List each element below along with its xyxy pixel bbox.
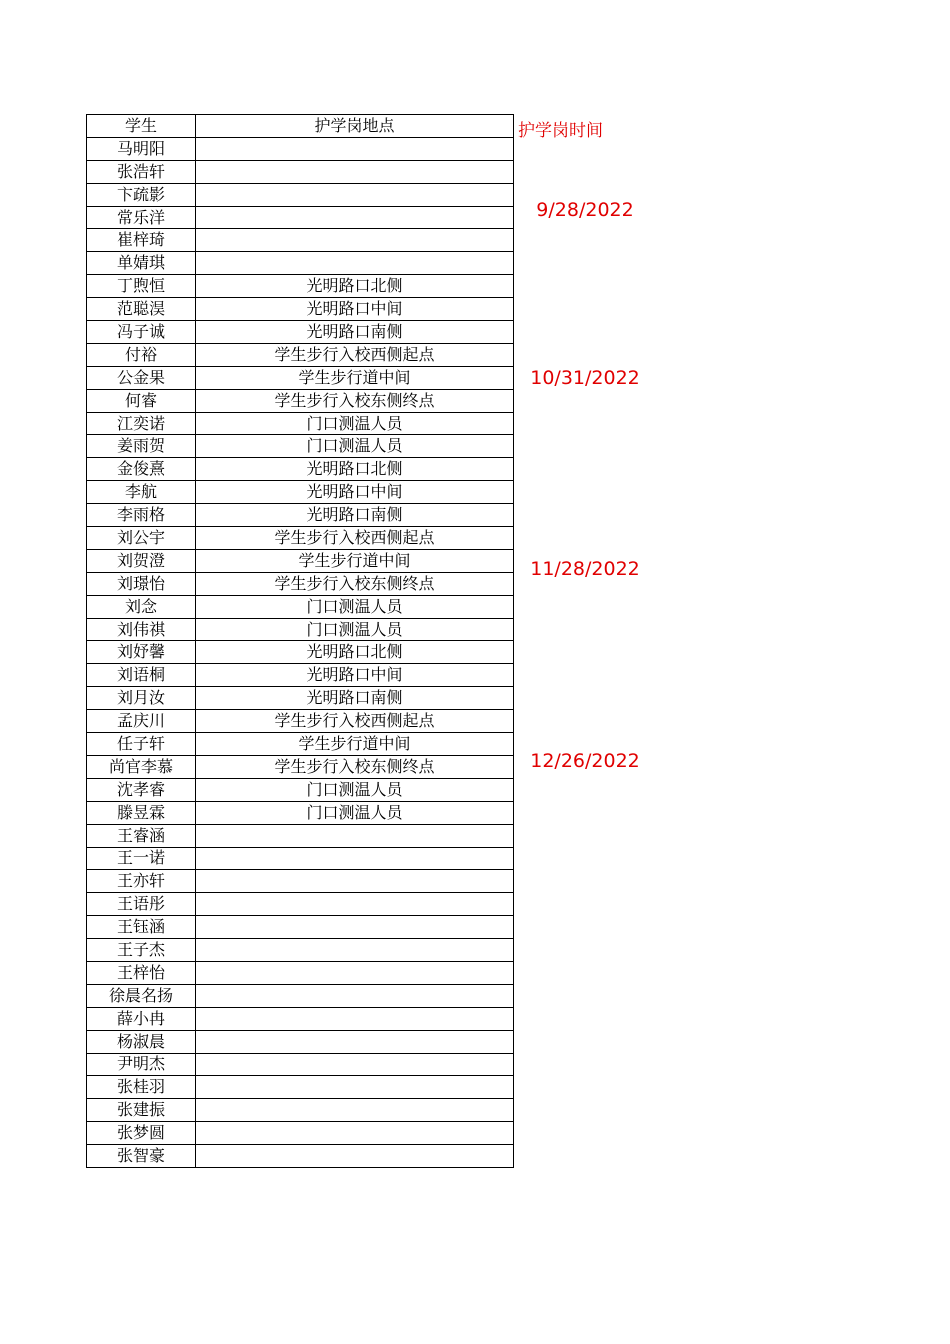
table-row — [87, 1007, 514, 1030]
student-name-cell: 李雨格 — [87, 504, 196, 527]
student-name-cell: 王子杰 — [87, 939, 196, 962]
table-row — [87, 549, 514, 572]
duty-location-cell: 学生步行道中间 — [196, 549, 514, 572]
student-name-cell: 卞疏影 — [87, 183, 196, 206]
duty-location-cell: 门口测温人员 — [196, 412, 514, 435]
student-name-cell: 刘妤馨 — [87, 641, 196, 664]
duty-location-cell — [196, 1076, 514, 1099]
student-name-cell: 常乐洋 — [87, 206, 196, 229]
student-name-cell: 马明阳 — [87, 137, 196, 160]
table-row — [87, 595, 514, 618]
table-row — [87, 1076, 514, 1099]
duty-date-1: 9/28/2022 — [536, 199, 634, 221]
duty-location-cell: 光明路口中间 — [196, 481, 514, 504]
table-row — [87, 687, 514, 710]
student-name-cell: 范聪淏 — [87, 298, 196, 321]
duty-location-cell: 门口测温人员 — [196, 778, 514, 801]
student-name-cell: 姜雨贺 — [87, 435, 196, 458]
student-name-cell: 王亦轩 — [87, 870, 196, 893]
duty-location-cell: 学生步行入校西侧起点 — [196, 710, 514, 733]
student-name-cell: 刘公宇 — [87, 527, 196, 550]
table-row — [87, 389, 514, 412]
table-row — [87, 755, 514, 778]
duty-location-cell: 学生步行入校西侧起点 — [196, 527, 514, 550]
duty-location-cell: 光明路口中间 — [196, 298, 514, 321]
duty-location-cell — [196, 893, 514, 916]
duty-location-cell — [196, 939, 514, 962]
duty-location-cell: 学生步行道中间 — [196, 366, 514, 389]
duty-location-cell: 门口测温人员 — [196, 595, 514, 618]
student-name-cell: 尚官李慕 — [87, 755, 196, 778]
table-row — [87, 275, 514, 298]
table-row — [87, 343, 514, 366]
student-name-cell: 王梓怡 — [87, 961, 196, 984]
duty-date-4: 12/26/2022 — [530, 750, 640, 772]
student-name-cell: 刘念 — [87, 595, 196, 618]
table-row — [87, 481, 514, 504]
table-row — [87, 572, 514, 595]
table-row — [87, 298, 514, 321]
table-row — [87, 458, 514, 481]
student-name-cell: 孟庆川 — [87, 710, 196, 733]
duty-date-2: 10/31/2022 — [530, 367, 640, 389]
duty-location-cell — [196, 137, 514, 160]
duty-location-cell: 光明路口中间 — [196, 664, 514, 687]
duty-location-cell: 门口测温人员 — [196, 435, 514, 458]
duty-location-cell — [196, 1053, 514, 1076]
duty-location-cell — [196, 870, 514, 893]
table-row — [87, 1030, 514, 1053]
table-row — [87, 252, 514, 275]
table-row — [87, 366, 514, 389]
duty-location-cell — [196, 183, 514, 206]
roster-body — [87, 115, 514, 1168]
student-name-cell: 任子轩 — [87, 733, 196, 756]
table-row — [87, 664, 514, 687]
duty-location-cell: 学生步行入校东侧终点 — [196, 755, 514, 778]
table-row — [87, 733, 514, 756]
table-row — [87, 939, 514, 962]
table-row — [87, 206, 514, 229]
table-row — [87, 321, 514, 344]
student-name-cell: 刘璟怡 — [87, 572, 196, 595]
table-row — [87, 870, 514, 893]
student-name-cell: 公金果 — [87, 366, 196, 389]
table-row — [87, 710, 514, 733]
student-name-cell: 何睿 — [87, 389, 196, 412]
table-row — [87, 893, 514, 916]
student-name-cell: 王一诺 — [87, 847, 196, 870]
duty-date-3: 11/28/2022 — [530, 558, 640, 580]
student-name-cell: 单婧琪 — [87, 252, 196, 275]
student-name-cell: 丁煦恒 — [87, 275, 196, 298]
table-row — [87, 778, 514, 801]
table-row — [87, 618, 514, 641]
student-name-cell: 张桂羽 — [87, 1076, 196, 1099]
table-row — [87, 1099, 514, 1122]
duty-location-cell: 学生步行道中间 — [196, 733, 514, 756]
duty-location-cell: 光明路口南侧 — [196, 687, 514, 710]
duty-location-cell: 光明路口北侧 — [196, 275, 514, 298]
duty-location-cell — [196, 160, 514, 183]
duty-location-cell — [196, 206, 514, 229]
student-name-cell: 薛小冉 — [87, 1007, 196, 1030]
duty-location-cell: 门口测温人员 — [196, 618, 514, 641]
table-row — [87, 1122, 514, 1145]
duty-location-cell: 光明路口南侧 — [196, 504, 514, 527]
student-name-cell: 尹明杰 — [87, 1053, 196, 1076]
student-name-cell: 王睿涵 — [87, 824, 196, 847]
student-name-cell: 徐晨名扬 — [87, 984, 196, 1007]
duty-location-cell — [196, 824, 514, 847]
duty-location-cell — [196, 847, 514, 870]
duty-location-cell — [196, 961, 514, 984]
duty-location-cell — [196, 252, 514, 275]
table-row — [87, 1053, 514, 1076]
student-name-cell: 沈孝睿 — [87, 778, 196, 801]
header-row — [87, 115, 514, 138]
table-row — [87, 137, 514, 160]
table-row — [87, 984, 514, 1007]
student-name-cell: 李航 — [87, 481, 196, 504]
table-row — [87, 847, 514, 870]
table-row — [87, 435, 514, 458]
table-row — [87, 160, 514, 183]
student-name-cell: 刘月汝 — [87, 687, 196, 710]
student-name-cell: 江奕诺 — [87, 412, 196, 435]
duty-location-cell: 光明路口北侧 — [196, 641, 514, 664]
header-duty-time: 护学岗时间 — [518, 121, 603, 141]
duty-location-cell: 光明路口南侧 — [196, 321, 514, 344]
duty-location-cell: 门口测温人员 — [196, 801, 514, 824]
table-row — [87, 527, 514, 550]
student-name-cell: 张浩轩 — [87, 160, 196, 183]
duty-location-cell — [196, 1007, 514, 1030]
student-name-cell: 王钰涵 — [87, 916, 196, 939]
student-name-cell: 刘贺澄 — [87, 549, 196, 572]
student-name-cell: 金俊熹 — [87, 458, 196, 481]
table-row — [87, 961, 514, 984]
student-name-cell: 王语彤 — [87, 893, 196, 916]
student-name-cell: 刘语桐 — [87, 664, 196, 687]
duty-location-cell: 学生步行入校东侧终点 — [196, 572, 514, 595]
student-name-cell: 刘伟祺 — [87, 618, 196, 641]
duty-location-cell: 光明路口北侧 — [196, 458, 514, 481]
duty-location-cell: 学生步行入校西侧起点 — [196, 343, 514, 366]
header-location: 护学岗地点 — [196, 115, 514, 138]
table-row — [87, 801, 514, 824]
duty-roster-table — [86, 114, 514, 1168]
student-name-cell: 张智豪 — [87, 1145, 196, 1168]
student-name-cell: 杨淑晨 — [87, 1030, 196, 1053]
table-row — [87, 916, 514, 939]
table-row — [87, 229, 514, 252]
duty-location-cell — [196, 1145, 514, 1168]
duty-location-cell — [196, 916, 514, 939]
header-student: 学生 — [87, 115, 196, 138]
student-name-cell: 张建振 — [87, 1099, 196, 1122]
table-row — [87, 412, 514, 435]
table-row — [87, 824, 514, 847]
table-row — [87, 641, 514, 664]
table-row — [87, 1145, 514, 1168]
student-name-cell: 付裕 — [87, 343, 196, 366]
duty-location-cell — [196, 1099, 514, 1122]
duty-location-cell — [196, 1122, 514, 1145]
duty-location-cell — [196, 229, 514, 252]
table-row — [87, 504, 514, 527]
student-name-cell: 冯子诚 — [87, 321, 196, 344]
duty-location-cell: 学生步行入校东侧终点 — [196, 389, 514, 412]
table-row — [87, 183, 514, 206]
student-name-cell: 滕昱霖 — [87, 801, 196, 824]
student-name-cell: 崔梓琦 — [87, 229, 196, 252]
student-name-cell: 张梦圆 — [87, 1122, 196, 1145]
duty-location-cell — [196, 984, 514, 1007]
duty-location-cell — [196, 1030, 514, 1053]
